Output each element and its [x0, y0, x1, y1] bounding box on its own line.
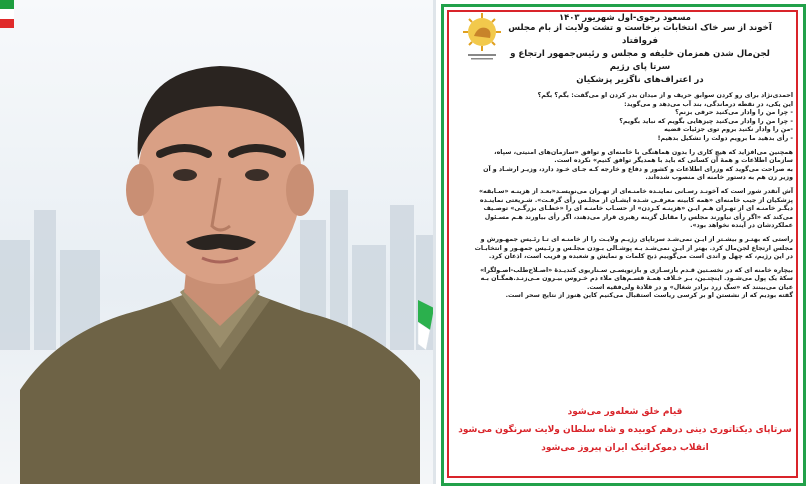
text-line: - رأی بدهید ما برویم دولت را تشکیل بدهیم! — [657, 134, 793, 142]
text-line: وزیر زن هم به دستور خامنه ای منصوب شده‌اند. — [645, 174, 793, 182]
text-line: دیگـر خامنـه ای از تهـران هـم ایـن «هزینـه کـردن» از حسـاب خامنـه ای را «خطـای بزرگـی» توصـیف — [483, 205, 793, 213]
text-line: مجلس ارتجاع لجن‌مال کرد. بهتر از ایـن نمی‌شـد بـه پوشـالی بـودن مجلـس و رئـیس جمهـور و انتخابـات — [474, 244, 793, 252]
byline: مسعود رجوی-اول شهریور ۱۴۰۳ — [559, 12, 691, 22]
headline-block — [457, 22, 793, 87]
statement-text — [457, 10, 793, 301]
paragraph — [457, 92, 793, 144]
panel-divider — [433, 0, 436, 484]
portrait-illustration — [20, 30, 420, 484]
slogan-line: قیام خلق شعله‌ور می‌شود — [567, 407, 683, 417]
text-line: احمدی‌نژاد برای رو کردن سوابق حریف و از میدان بدر کردن او می‌گفت: بگم؟ بگم؟ — [537, 92, 793, 99]
text-line: این یکی، در نقطه درماندگی، بند آب می‌دهد و می‌گوید: — [624, 100, 793, 108]
text-line: می‌کند که «اگر رأی نیاورند مجلس را مقابل گزینه رهبری قرار می‌دهند، اگر رأی بیاورند هـم مسـئول — [484, 213, 793, 221]
text-line: -من را وادار نکنید بروم توی جزئیات قضیه — [664, 126, 793, 134]
text-line: راستی که بهتـر و بیشـتر از ایـن نمی‌شـد سرتاپای رژیـم ولایـت را از خامنـه ای تـا رئـیس جمهـورش و — [480, 235, 793, 243]
headline-line: در اعتراف‌های ناگزیر پزشکیان — [576, 75, 704, 85]
text-line: همچنین می‌افزاید که هیچ کاری را بدون هماهنگی با خامنه‌ای و توافق «سازمان‌های امنیتی، سپاه، — [494, 148, 793, 156]
iran-flag-icon — [0, 0, 14, 28]
text-line: سکهٔ یک پول می‌شـود. اینچنـین، بـر خـلاف همـهٔ قسـم‌های ملاء دم خـروس بیـرون مـی‌زنـد.همگـان بـه — [480, 275, 793, 283]
slogan-line: سرتاپای دیکتاتوری دینی درهم کوبیده و شاه سلطان ولایت سرنگون می‌شود — [458, 425, 792, 435]
text-line: پزشکیان از جیب خامنه‌ای «همه کابینه معرفـی شـده ایشـان از مجلـس رأی گرفـت». شـریعتی نماینـده — [479, 196, 793, 204]
text-line: بیچاره خامنه ای که در نخسـتین قـدم بازسـازی و بازنویسـی سـناریوی کندیـدهٔ «اصـلاح‌طلب-اصـولگرا» — [480, 266, 793, 274]
headline-line: لجن‌مال شدن همزمان خلیفه و مجلس و رئیس‌جمهور ارتجاع و سرتا پای رژیم — [510, 49, 770, 72]
slogan-line: انقلاب دموکراتیک ایران پیروز می‌شود — [541, 443, 709, 453]
text-line: - چرا من را وادار می‌کنید چیزهایی بگویم که نباید بگویم؟ — [619, 117, 793, 125]
paragraph — [457, 188, 793, 231]
text-line: - چرا من را وادار می‌کنید حرفی بزنم؟ — [675, 109, 793, 117]
paragraph — [457, 149, 793, 183]
text-line: به صراحت می‌گوید که وزرای اطلاعات و کشور و دفاع و خارجه کـه جـای خـود دارد، وزیـر ارشـاد و آن — [483, 165, 793, 173]
text-line: عیان می‌بینند که «سگ زرد برادر شغال» و در قلادهٔ ولی‌فقیه است. — [586, 283, 793, 291]
slogan-block — [457, 403, 793, 457]
text-line: گفته بودیم که از نشستن او بر کرسی ریاست استقبال می‌کنیم کاین هنوز از نتایج سحر است. — [505, 292, 793, 300]
headline-line: آخوند از سر خاک انتخابات برخاست و تشت ولایت از بام مجلس فروافتاد — [508, 23, 772, 46]
paragraph — [457, 236, 793, 262]
text-line: در این رژیم، که چهل و اندی است می‌گوییم ذبح کلمات و نمایش و شعبده و فریب است، اذعان کرد. — [488, 253, 793, 261]
text-line: آش آنقدر شور است که آخونـد رسـانی نماینـده خامنـه‌ای از تهـران می‌نویسـد«بعـد از هزینـه «سـابقه» — [478, 187, 793, 195]
text-line: عملکردشان در آینده نخواهد بود». — [690, 222, 793, 230]
paragraph — [457, 267, 793, 301]
statement-panel — [437, 0, 812, 484]
text-line: سازمان اطلاعات و همهٔ آن کسانی که باید با همدیگر توافق کنیم» نکرده است. — [554, 157, 793, 165]
